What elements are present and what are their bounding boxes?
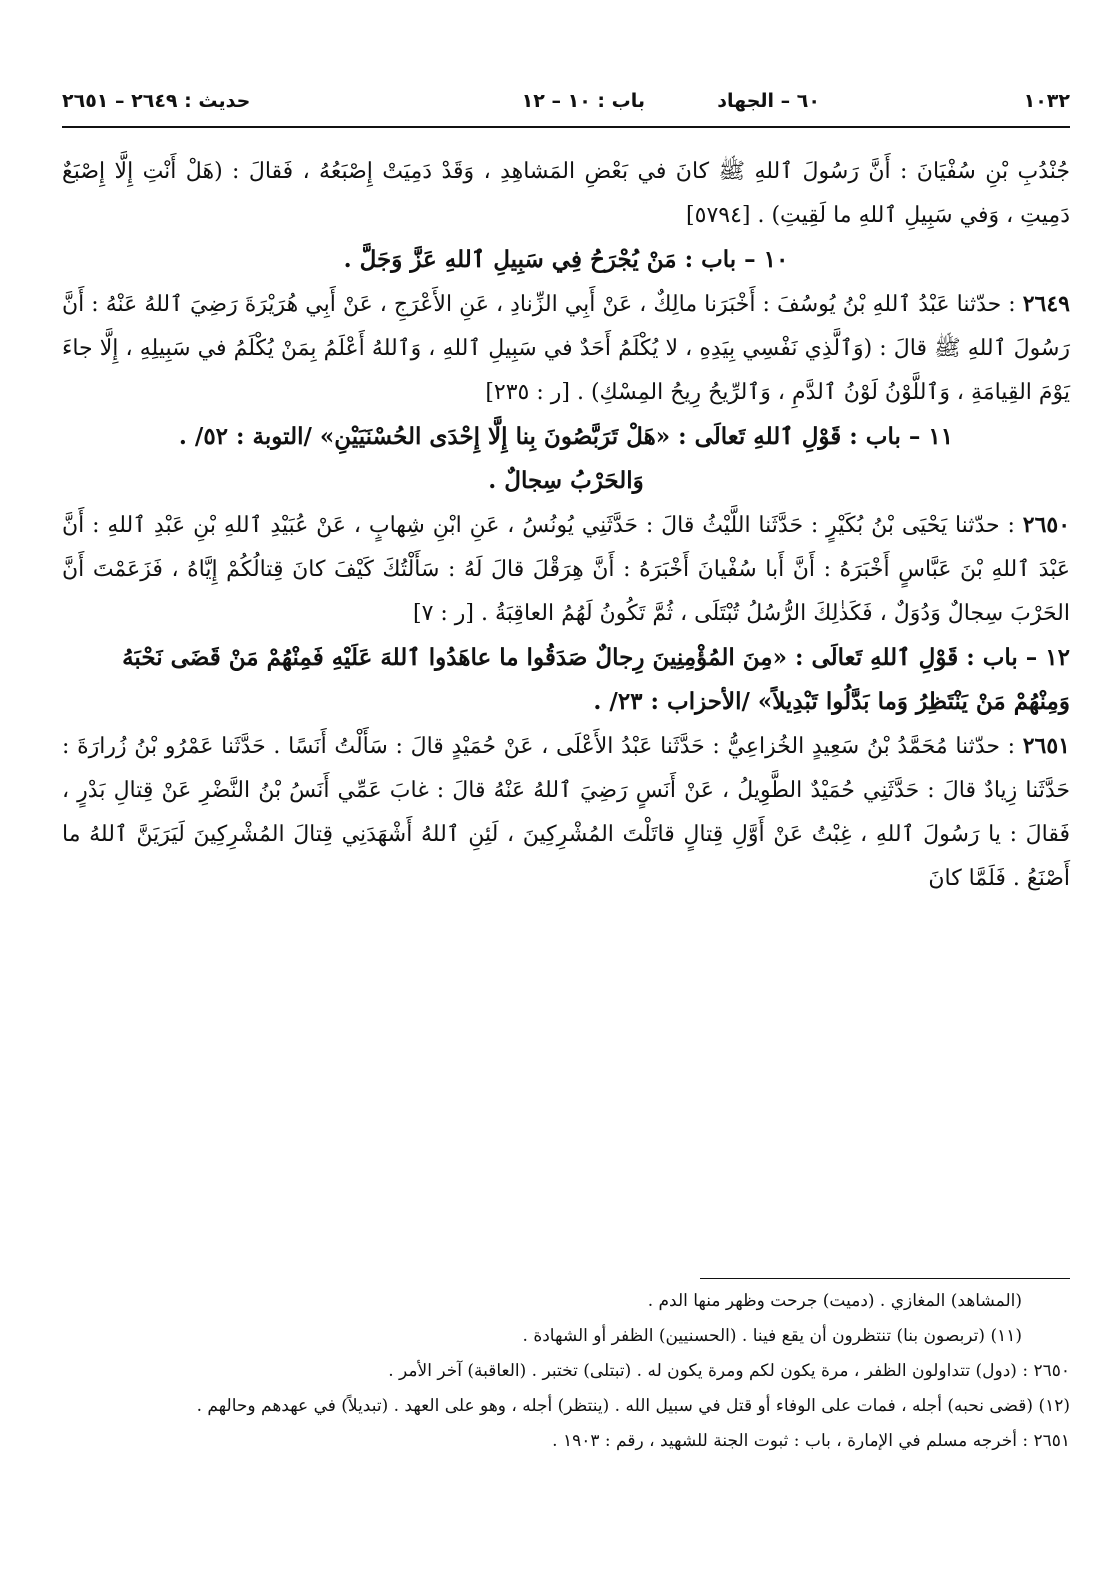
chapter-heading-11-subtitle: وَالحَرْبُ سِجالٌ . — [488, 467, 644, 494]
hadith-2650 — [62, 503, 1070, 636]
continued-hadith: جُنْدُبِ بْنِ سُفْيَانَ : أَنَّ رَسُولَ ٱللهِ ﷺ كانَ في بَعْضِ المَشاهِدِ ، وَقَدْ دَمِيَتْ إِصْبَعُهُ ، فَقالَ : (هَلْ أَنْتِ إِلَّا إِصْبَعٌ دَمِيتِ ، وَفي سَبِيلِ ٱللهِ ما لَقِيتِ) . [٥٧٩٤] — [62, 159, 1070, 228]
hadith-2651 — [62, 724, 1070, 901]
hadith-range: حديث : ٢٦٤٩ – ٢٦٥١ — [62, 90, 251, 112]
hadith-number: ٢٦٥١ — [1022, 733, 1070, 759]
hadith-text: : حدّثنا مُحَمَّدُ بْنُ سَعِيدٍ الخُزاعِيُّ : حَدَّثَنا عَبْدُ الأَعْلَى ، عَنْ حُمَيْدٍ قالَ : سَأَلْتُ أَنَسًا . حَدَّثَنا عَمْرُو بْنُ زُرارَةَ : حَدَّثَنا زِيادٌ قالَ : حَدَّثَنِي حُمَيْدٌ الطَّوِيلُ ، عَنْ أَنَسٍ رَضِيَ ٱللهُ عَنْهُ قالَ : غابَ عَمِّي أَنَسُ بْنُ النَّضْرِ عَنْ قِتالِ بَدْرٍ ، فَقالَ : يا رَسُولَ ٱللهِ ، غِبْتُ عَنْ أَوَّلِ قِتالٍ قاتَلْتَ المُشْرِكِينَ ، لَئِنِ ٱللهُ أَشْهَدَنِي قِتالَ المُشْرِكِينَ لَيَرَيَنَّ ٱللهُ ما أَصْنَعُ . فَلَمَّا كانَ — [62, 734, 1070, 891]
header-rule — [62, 126, 1070, 128]
hadith-text: : حدّثنا يَحْيَى بْنُ بُكَيْرٍ : حَدَّثَنا اللَّيْثُ قالَ : حَدَّثَنِي يُونُسُ ، عَنِ ابْنِ شِهابٍ ، عَنْ عُبَيْدِ ٱللهِ بْنِ عَبْدِ ٱللهِ : أَنَّ عَبْدَ ٱللهِ بْنَ عَبَّاسٍ أَخْبَرَهُ : أَنَّ أَبا سُفْيانَ أَخْبَرَهُ : أَنَّ هِرَقْلَ قالَ لَهُ : سَأَلْتُكَ كَيْفَ كانَ قِتالُكُمْ إِيَّاهُ ، فَزَعَمْتَ أَنَّ الحَرْبَ سِجالٌ وَدُوَلٌ ، فَكَذٰلِكَ الرُّسُلُ تُبْتَلَى ، ثُمَّ تَكُونُ لَهُمُ العاقِبَةُ . [ر : ٧] — [62, 513, 1070, 626]
hadith-number: ٢٦٥٠ — [1022, 512, 1071, 538]
footnote-rule — [700, 1278, 1070, 1279]
footnote: ٢٦٥٠ : (دول) تتداولون الظفر ، مرة يكون لكم ومرة يكون له . (تبتلى) تختبر . (العاقبة) آخر الأمر . — [388, 1361, 1070, 1381]
running-header — [62, 84, 1070, 124]
chapter-heading-11: ١١ – باب : قَوْلِ ٱللهِ تَعالَى : «هَلْ تَرَبَّصُونَ بِنا إِلَّا إِحْدَى الحُسْنَيَيْنِ» /التوبة : ٥٢/ . — [178, 423, 954, 450]
footnote: (١١) (تربصون بنا) تنتظرون أن يقع فينا . (الحسنيين) الظفر أو الشهادة . — [522, 1326, 1022, 1346]
footnote: (المشاهد) المغازي . (دميت) جرحت وظهر منها الدم . — [647, 1291, 1022, 1311]
footnote: ٢٦٥١ : أخرجه مسلم في الإمارة ، باب : ثبوت الجنة للشهيد ، رقم : ١٩٠٣ . — [552, 1431, 1070, 1451]
chapter-heading-10: ١٠ – باب : مَنْ يُجْرَحُ فِي سَبِيلِ ٱللهِ عَزَّ وَجَلَّ . — [343, 246, 789, 273]
hadith-2649 — [62, 282, 1070, 415]
book-title: ٦٠ – الجهاد — [717, 90, 820, 112]
footnotes — [62, 1284, 1070, 1459]
main-text — [62, 150, 1070, 901]
hadith-text: : حدّثنا عَبْدُ ٱللهِ بْنُ يُوسُفَ : أَخْبَرَنا مالِكٌ ، عَنْ أَبِي الزِّنادِ ، عَنِ الأَعْرَجِ ، عَنْ أَبِي هُرَيْرَةَ رَضِيَ ٱللهُ عَنْهُ : أَنَّ رَسُولَ ٱللهِ ﷺ قالَ : (وَٱلَّذِي نَفْسِي بِيَدِهِ ، لا يُكْلَمُ أَحَدٌ في سَبِيلِ ٱللهِ ، وَٱللهُ أَعْلَمُ بِمَنْ يُكْلَمُ في سَبِيلِهِ ، إِلَّا جاءَ يَوْمَ القِيامَةِ ، وَٱللَّوْنُ لَوْنُ ٱلدَّمِ ، وَٱلرِّيحُ رِيحُ المِسْكِ) . [ر : ٢٣٥] — [62, 292, 1070, 405]
page-number: ١٠٣٢ — [1023, 90, 1070, 112]
bab-range: باب : ١٠ – ١٢ — [521, 90, 645, 112]
hadith-number: ٢٦٤٩ — [1022, 291, 1070, 317]
chapter-heading-12: ١٢ – باب : قَوْلِ ٱللهِ تَعالَى : «مِنَ المُؤْمِنِينَ رِجالٌ صَدَقُوا ما عاهَدُوا ٱللهَ عَلَيْهِ فَمِنْهُمْ مَنْ قَضَى نَحْبَهُ وَمِنْهُمْ مَنْ يَنْتَظِرُ وَما بَدَّلُوا تَبْدِيلاً» /الأحزاب : ٢٣/ . — [122, 644, 1070, 715]
footnote: (١٢) (قضى نحبه) أجله ، فمات على الوفاء أو قتل في سبيل الله . (ينتظر) أجله ، وهو على العهد . (تبديلاً) في عهدهم وحالهم . — [196, 1396, 1070, 1416]
